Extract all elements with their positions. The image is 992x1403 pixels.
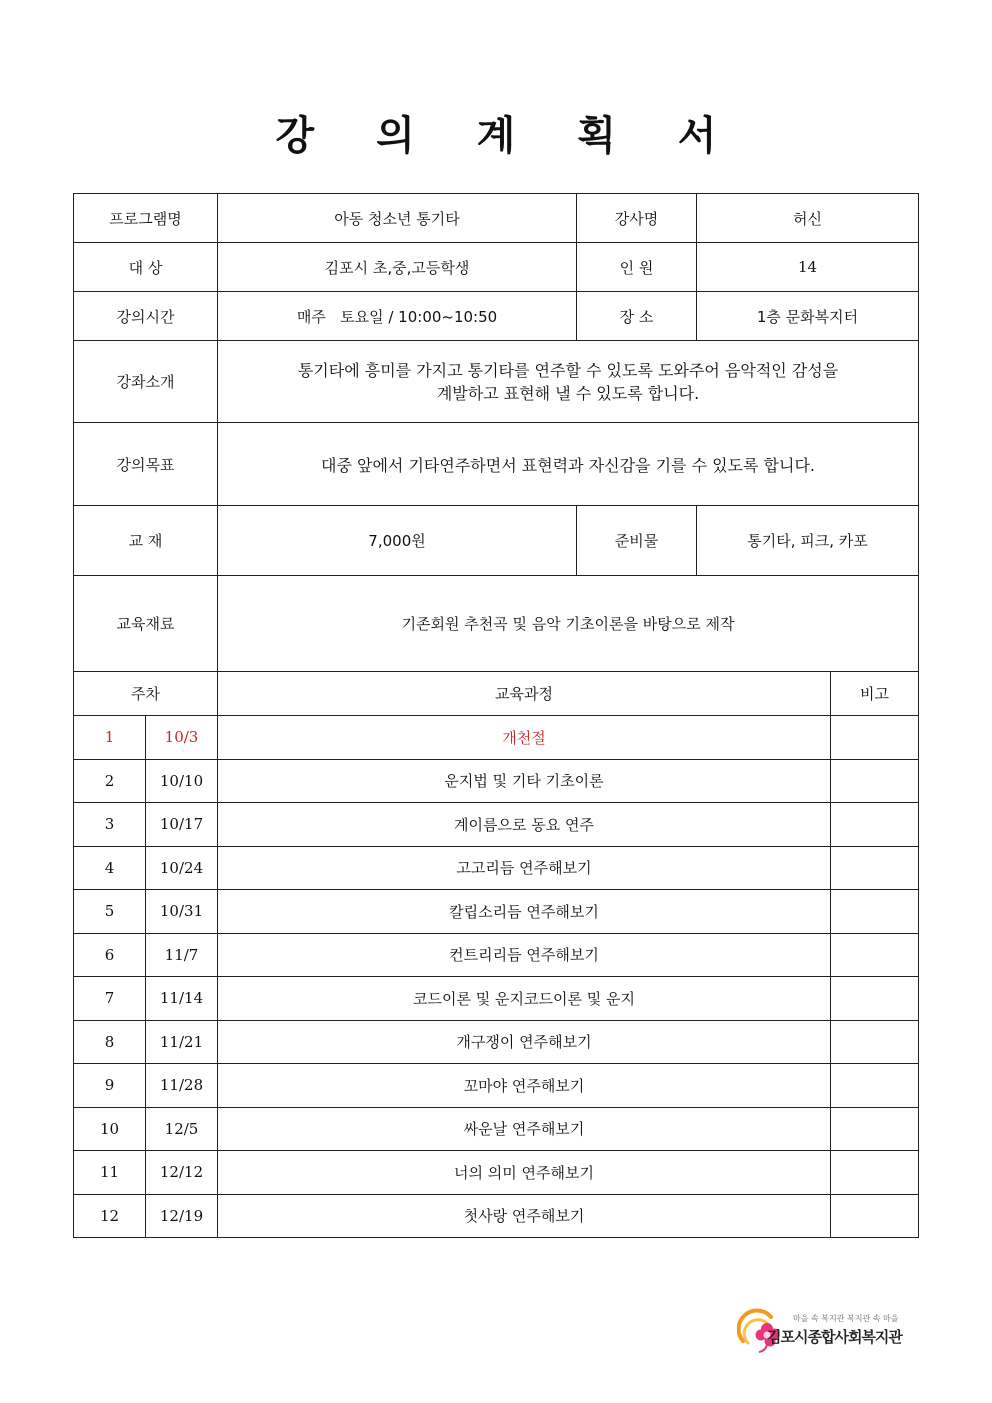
week-course: 칼립소리듬 연주해보기 bbox=[218, 890, 831, 934]
week-number: 9 bbox=[74, 1064, 146, 1108]
prep-label: 준비물 bbox=[577, 506, 697, 576]
week-note bbox=[831, 716, 919, 760]
week-course: 개구쟁이 연주해보기 bbox=[218, 1020, 831, 1064]
week-note bbox=[831, 759, 919, 803]
week-course: 운지법 및 기타 기초이론 bbox=[218, 759, 831, 803]
week-course: 고고리듬 연주해보기 bbox=[218, 846, 831, 890]
week-course: 컨트리리듬 연주해보기 bbox=[218, 933, 831, 977]
week-note bbox=[831, 1151, 919, 1195]
intro-line-1: 통기타에 흥미를 가지고 통기타를 연주할 수 있도록 도와주어 음악적인 감성을 bbox=[297, 360, 839, 380]
week-course: 너의 의미 연주해보기 bbox=[218, 1151, 831, 1195]
week-course: 첫사랑 연주해보기 bbox=[218, 1194, 831, 1238]
schedule-row bbox=[74, 890, 919, 934]
schedule-row bbox=[74, 1194, 919, 1238]
place-value: 1층 문화복지터 bbox=[697, 292, 919, 341]
instructor-label: 강사명 bbox=[577, 194, 697, 243]
week-course: 개천절 bbox=[218, 716, 831, 760]
week-number: 11 bbox=[74, 1151, 146, 1195]
count-label: 인 원 bbox=[577, 243, 697, 292]
logo-name: 김포시종합사회복지관 bbox=[767, 1328, 902, 1346]
time-row bbox=[74, 292, 919, 341]
material-row bbox=[74, 576, 919, 672]
week-number: 10 bbox=[74, 1107, 146, 1151]
week-note bbox=[831, 803, 919, 847]
intro-line-2: 계발하고 표현해 낼 수 있도록 합니다. bbox=[436, 383, 700, 403]
week-number: 2 bbox=[74, 759, 146, 803]
week-date: 12/19 bbox=[146, 1194, 218, 1238]
week-date: 12/12 bbox=[146, 1151, 218, 1195]
time-value: 매주 토요일 / 10:00~10:50 bbox=[218, 292, 577, 341]
week-date: 12/5 bbox=[146, 1107, 218, 1151]
goal-value: 대중 앞에서 기타연주하면서 표현력과 자신감을 기를 수 있도록 합니다. bbox=[218, 423, 919, 506]
book-label: 교 재 bbox=[74, 506, 218, 576]
program-row bbox=[74, 194, 919, 243]
week-header: 주차 bbox=[74, 672, 218, 716]
schedule-row bbox=[74, 933, 919, 977]
week-number: 3 bbox=[74, 803, 146, 847]
target-row bbox=[74, 243, 919, 292]
count-value: 14 bbox=[697, 243, 919, 292]
instructor-value: 허신 bbox=[697, 194, 919, 243]
schedule-row bbox=[74, 1064, 919, 1108]
week-course: 싸운날 연주해보기 bbox=[218, 1107, 831, 1151]
week-note bbox=[831, 933, 919, 977]
week-number: 5 bbox=[74, 890, 146, 934]
schedule-body bbox=[74, 716, 919, 1238]
time-label: 강의시간 bbox=[74, 292, 218, 341]
week-note bbox=[831, 977, 919, 1021]
place-label: 장 소 bbox=[577, 292, 697, 341]
lecture-plan-table bbox=[73, 193, 919, 1238]
organization-logo bbox=[737, 1305, 927, 1357]
week-course: 코드이론 및 운지코드이론 및 운지 bbox=[218, 977, 831, 1021]
week-course: 꼬마야 연주해보기 bbox=[218, 1064, 831, 1108]
week-note bbox=[831, 1194, 919, 1238]
week-date: 11/28 bbox=[146, 1064, 218, 1108]
schedule-row bbox=[74, 716, 919, 760]
program-value: 아동 청소년 통기타 bbox=[218, 194, 577, 243]
material-value: 기존회원 추천곡 및 음악 기초이론을 바탕으로 제작 bbox=[218, 576, 919, 672]
material-label: 교육재료 bbox=[74, 576, 218, 672]
week-number: 4 bbox=[74, 846, 146, 890]
goal-label: 강의목표 bbox=[74, 423, 218, 506]
schedule-row bbox=[74, 1020, 919, 1064]
schedule-row bbox=[74, 846, 919, 890]
goal-row bbox=[74, 423, 919, 506]
week-date: 10/3 bbox=[146, 716, 218, 760]
week-number: 1 bbox=[74, 716, 146, 760]
week-note bbox=[831, 846, 919, 890]
schedule-header-row bbox=[74, 672, 919, 716]
intro-label: 강좌소개 bbox=[74, 341, 218, 423]
note-header: 비고 bbox=[831, 672, 919, 716]
intro-row bbox=[74, 341, 919, 423]
intro-text bbox=[218, 341, 919, 423]
week-date: 11/21 bbox=[146, 1020, 218, 1064]
week-note bbox=[831, 890, 919, 934]
schedule-row bbox=[74, 803, 919, 847]
week-number: 8 bbox=[74, 1020, 146, 1064]
prep-value: 통기타, 피크, 카포 bbox=[697, 506, 919, 576]
week-note bbox=[831, 1107, 919, 1151]
target-label: 대 상 bbox=[74, 243, 218, 292]
week-date: 10/10 bbox=[146, 759, 218, 803]
book-value: 7,000원 bbox=[218, 506, 577, 576]
schedule-row bbox=[74, 1151, 919, 1195]
course-header: 교육과정 bbox=[218, 672, 831, 716]
target-value: 김포시 초,중,고등학생 bbox=[218, 243, 577, 292]
program-label: 프로그램명 bbox=[74, 194, 218, 243]
week-date: 11/7 bbox=[146, 933, 218, 977]
schedule-row bbox=[74, 1107, 919, 1151]
week-date: 10/31 bbox=[146, 890, 218, 934]
week-number: 7 bbox=[74, 977, 146, 1021]
week-note bbox=[831, 1020, 919, 1064]
week-date: 10/24 bbox=[146, 846, 218, 890]
week-number: 12 bbox=[74, 1194, 146, 1238]
logo-tagline: 마을 속 복지관 복지관 속 마을 bbox=[793, 1314, 899, 1323]
schedule-row bbox=[74, 977, 919, 1021]
week-number: 6 bbox=[74, 933, 146, 977]
book-row bbox=[74, 506, 919, 576]
schedule-row bbox=[74, 759, 919, 803]
page-title: 강 의 계 획 서 bbox=[275, 113, 741, 159]
week-date: 10/17 bbox=[146, 803, 218, 847]
week-note bbox=[831, 1064, 919, 1108]
week-course: 계이름으로 동요 연주 bbox=[218, 803, 831, 847]
week-date: 11/14 bbox=[146, 977, 218, 1021]
